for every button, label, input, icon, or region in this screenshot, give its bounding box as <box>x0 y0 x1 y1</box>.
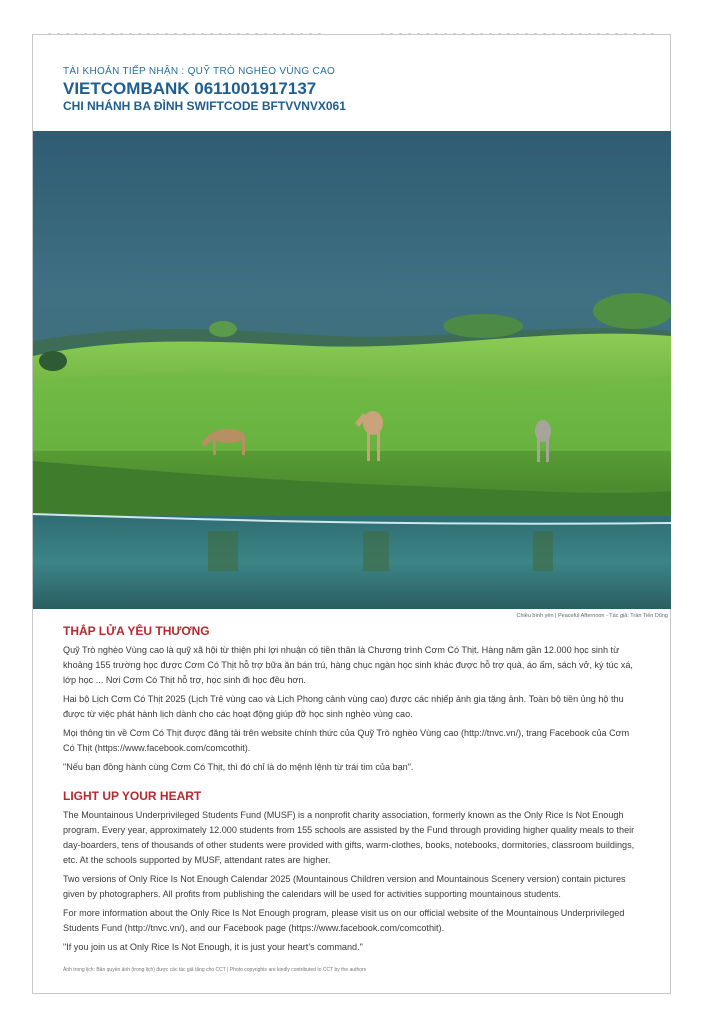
english-paragraph-1: The Mountainous Underprivileged Students Fund (MUSF) is a nonprofit charity association, formerly known as the Only Rice Is Not Enough program. Every year, approximately 12.000 students from 155 schools are assisted by the Fund through providing higher quality meals to their day-boarders, tens of thousands of other students were provided with gifts, warm-clothes, books, notebooks, dormitories, classroom buildings, etc. At the schools supported by MUSF, attendant rates are higher. <box>63 810 635 865</box>
landscape-photo <box>33 131 671 609</box>
english-paragraph-2: Two versions of Only Rice Is Not Enough Calendar 2025 (Mountainous Children version and Mountainous Scenery version) contain pictures given by photographers. All profits from publishing the calendars will be used for activities supporting mountainous students. <box>63 874 626 899</box>
english-heading: LIGHT UP YOUR HEART <box>63 789 202 803</box>
bank-account-number: VIETCOMBANK 0611001917137 <box>63 79 317 98</box>
vietnamese-paragraph-1: Quỹ Trò nghèo Vùng cao là quỹ xã hội từ thiện phi lợi nhuận có tiền thân là Chương trình Cơm Có Thịt. Hàng năm gần 12.000 học sinh từ khoảng 155 trường học được Cơm Có Thịt hỗ trợ bữa ăn bán trú, hàng chục ngàn học sinh khác được hỗ trợ quà, áo ấm, sách vở, ký túc xá, lớp học ... Nơi Cơm Có Thịt hỗ trợ, học sinh đi học đều hơn. <box>63 645 633 685</box>
account-label: TÀI KHOẢN TIẾP NHẬN : QUỸ TRÒ NGHÈO VÙNG CAO <box>63 66 336 77</box>
vietnamese-paragraph-2: Hai bộ Lịch Cơm Có Thịt 2025 (Lịch Trẻ vùng cao và Lịch Phong cảnh vùng cao) được các nhiếp ảnh gia tặng ảnh. Toàn bộ tiền ủng hộ thu được từ việc phát hành lịch dành cho các hoạt động giúp đỡ học sinh nghèo vùng cao. <box>63 694 624 719</box>
header <box>63 66 623 113</box>
vietnamese-quote: "Nếu bạn đồng hành cùng Cơm Có Thịt, thì đó chỉ là do mệnh lệnh từ trái tim của bạn". <box>63 762 414 772</box>
caption-title: Chiều bình yên | Peaceful Afternoon <box>516 613 605 619</box>
vietnamese-heading: THẮP LỬA YÊU THƯƠNG <box>63 624 210 638</box>
bank-branch-swift: CHI NHÁNH BA ĐÌNH SWIFTCODE BFTVVNVX061 <box>63 99 346 113</box>
copyright-footnote: Ảnh trong lịch: Bản quyền ảnh (trong lịch) được các tác giả tặng cho CCT | Photo copyrights are kindly contributed to CCT by the authors <box>63 967 367 973</box>
english-quote: "If you join us at Only Rice Is Not Enough, it is just your heart's command." <box>63 942 363 952</box>
vietnamese-paragraph-3: Mọi thông tin về Cơm Có Thịt được đăng tải trên website chính thức của Quỹ Trò nghèo Vùng cao (http://tnvc.vn/), trang Facebook của Cơm Có Thịt (https://www.facebook.com/comcothit). <box>63 728 630 753</box>
caption-author: - Tác giả: Trần Tiến Dũng <box>604 613 668 619</box>
text-content <box>63 624 641 959</box>
photo-caption <box>517 613 668 619</box>
english-paragraph-3: For more information about the Only Rice Is Not Enough program, please visit us on our official website of the Mountainous Underprivileged Students Fund (http://tnvc.vn/), and our Facebook page (https://www.facebook.com/comcothit). <box>63 908 625 933</box>
